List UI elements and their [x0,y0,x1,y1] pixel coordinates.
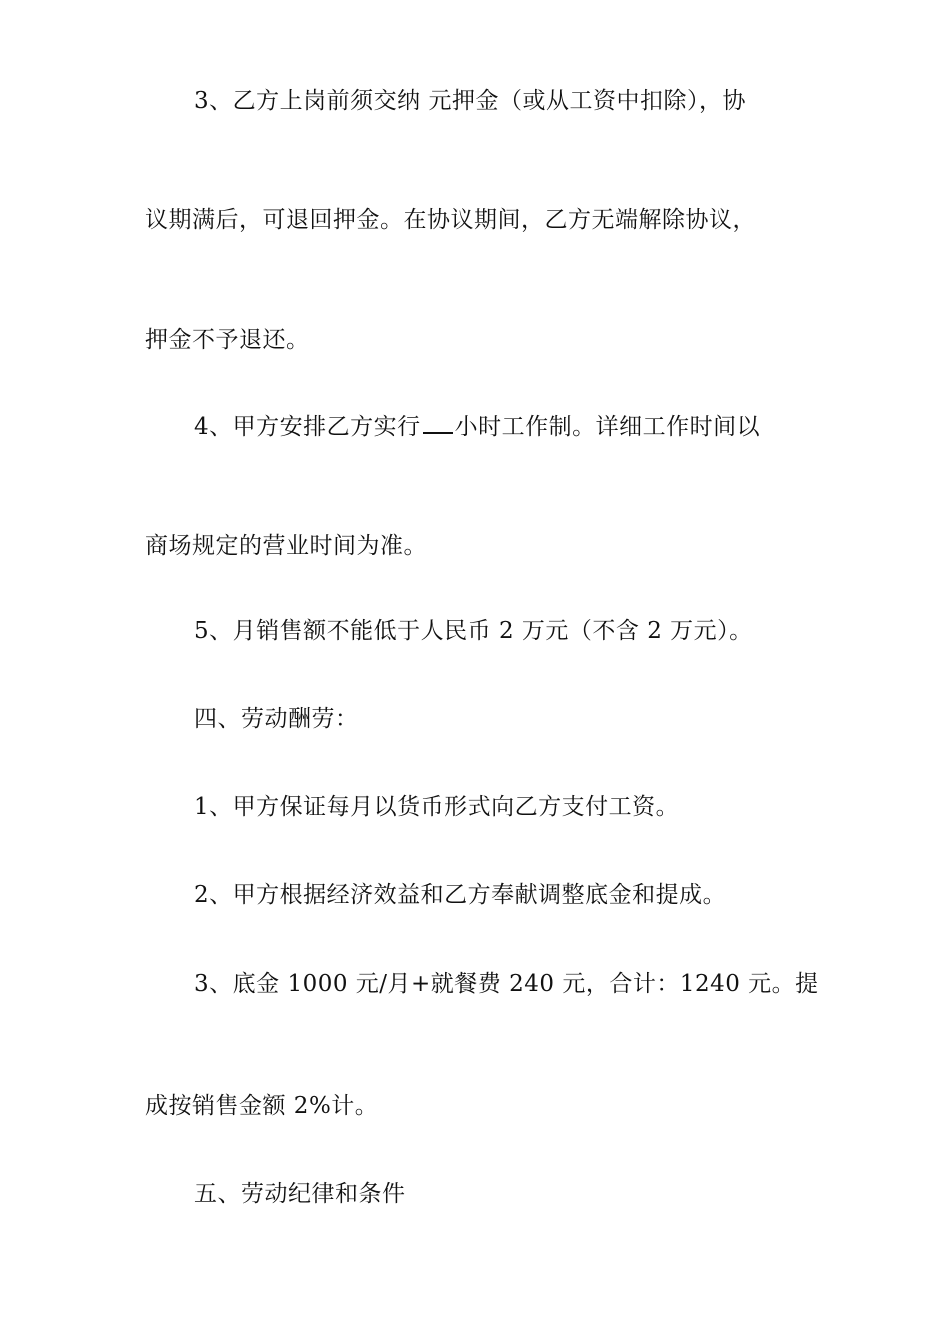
paragraph-line: 议期满后，可退回押金。在协议期间，乙方无端解除协议， [145,207,756,233]
paragraph-line-with-blank [194,410,760,442]
paragraph-line: 成按销售金额 2%计。 [145,1093,379,1119]
paragraph-line: 1、甲方保证每月以货币形式向乙方支付工资。 [194,794,680,820]
paragraph-line: 2、甲方根据经济效益和乙方奉献调整底金和提成。 [194,882,727,908]
paragraph-text: 4、甲方安排乙方实行 [194,414,421,440]
section-heading: 四、劳动酬劳： [194,706,359,732]
paragraph-line: 商场规定的营业时间为准。 [145,533,427,559]
fill-in-blank [423,410,453,434]
section-heading: 五、劳动纪律和条件 [194,1181,406,1207]
paragraph-text: 小时工作制。详细工作时间以 [454,414,761,440]
paragraph-line: 3、乙方上岗前须交纳 元押金（或从工资中扣除），协 [194,88,746,114]
paragraph-line: 3、底金 1000 元/月+就餐费 240 元，合计：1240 元。提 [194,971,819,997]
paragraph-line: 押金不予退还。 [145,327,310,353]
paragraph-line: 5、月销售额不能低于人民币 2 万元（不含 2 万元）。 [194,618,753,644]
